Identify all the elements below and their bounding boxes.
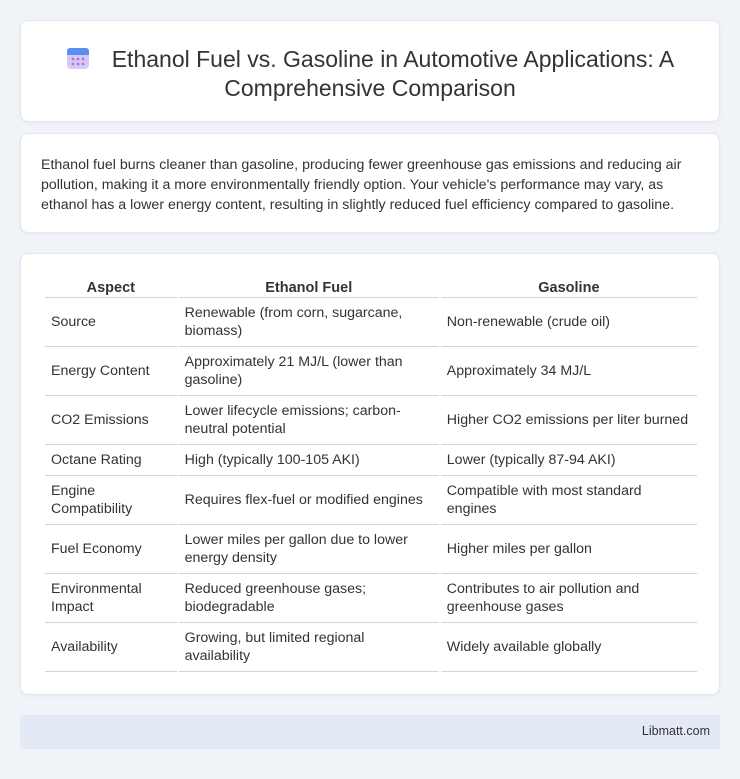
comparison-table [43, 274, 699, 672]
row-ethanol: Reduced greenhouse gases; biodegradable [179, 574, 439, 623]
row-ethanol: Requires flex-fuel or modified engines [179, 476, 439, 525]
table-row [45, 445, 697, 476]
table-row [45, 476, 697, 525]
row-aspect: Source [45, 298, 177, 347]
table-row [45, 396, 697, 445]
header-card [20, 20, 720, 122]
row-gasoline: Lower (typically 87-94 AKI) [441, 445, 697, 476]
row-ethanol: Renewable (from corn, sugarcane, biomass) [179, 298, 439, 347]
row-aspect: Energy Content [45, 347, 177, 396]
table-header-row [45, 274, 697, 298]
table-row [45, 623, 697, 672]
table-row [45, 347, 697, 396]
row-aspect: Availability [45, 623, 177, 672]
footer-site-link[interactable]: Libmatt.com [641, 724, 710, 738]
row-ethanol: Growing, but limited regional availability [179, 623, 439, 672]
row-gasoline: Widely available globally [441, 623, 697, 672]
row-ethanol: High (typically 100-105 AKI) [179, 445, 439, 476]
row-gasoline: Compatible with most standard engines [441, 476, 697, 525]
table-row [45, 525, 697, 574]
row-gasoline: Approximately 34 MJ/L [441, 347, 697, 396]
header-ethanol: Ethanol Fuel [179, 274, 439, 298]
comparison-card [20, 253, 720, 695]
row-gasoline: Contributes to air pollution and greenhouse gases [441, 574, 697, 623]
row-gasoline: Non-renewable (crude oil) [441, 298, 697, 347]
footer-bar [20, 715, 720, 749]
row-aspect: Environmental Impact [45, 574, 177, 623]
header-gasoline: Gasoline [441, 274, 697, 298]
row-gasoline: Higher CO2 emissions per liter burned [441, 396, 697, 445]
row-ethanol: Lower miles per gallon due to lower energy density [179, 525, 439, 574]
table-row [45, 298, 697, 347]
calendar-icon [66, 46, 90, 70]
summary-card [20, 133, 720, 233]
row-aspect: Octane Rating [45, 445, 177, 476]
page-title-wrap [51, 45, 689, 103]
row-ethanol: Lower lifecycle emissions; carbon-neutral potential [179, 396, 439, 445]
row-ethanol: Approximately 21 MJ/L (lower than gasoline) [179, 347, 439, 396]
summary-text: Ethanol fuel burns cleaner than gasoline, producing fewer greenhouse gas emissions and reducing air pollution, making it a more environmentally friendly option. Your vehicle's performance may vary, as ethanol has a lower energy content, resulting in slightly reduced fuel efficiency compared to gasoline. [41, 157, 682, 213]
row-aspect: Engine Compatibility [45, 476, 177, 525]
row-aspect: CO2 Emissions [45, 396, 177, 445]
table-row [45, 574, 697, 623]
row-gasoline: Higher miles per gallon [441, 525, 697, 574]
header-aspect: Aspect [45, 274, 177, 298]
row-aspect: Fuel Economy [45, 525, 177, 574]
page-title: Ethanol Fuel vs. Gasoline in Automotive Applications: A Comprehensive Comparison [111, 46, 675, 101]
